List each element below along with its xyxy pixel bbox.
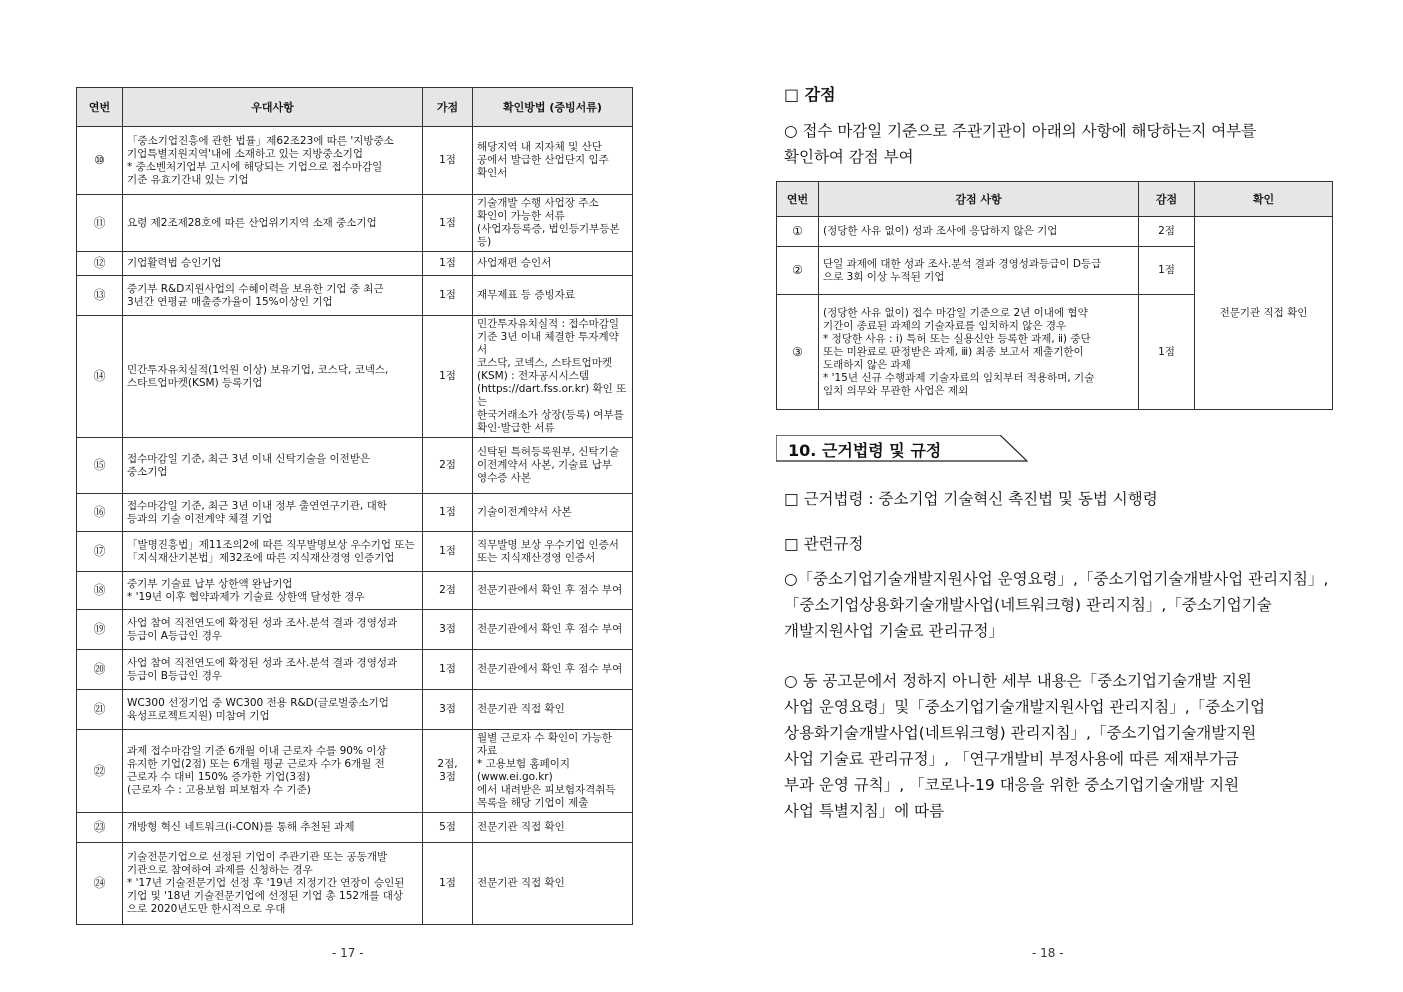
- table-row: [77, 650, 633, 690]
- section-10-header: [776, 435, 1028, 462]
- row-number: ⑰: [77, 532, 123, 572]
- related-regulations-heading: □ 관련규정: [784, 535, 864, 553]
- header-no: 연번: [777, 182, 819, 217]
- row-number: ⑬: [77, 276, 123, 316]
- section-10-title: 10. 근거법령 및 규정: [788, 441, 942, 460]
- row-verification: 사업재편 승인서: [473, 252, 633, 276]
- row-number: ⑱: [77, 572, 123, 610]
- table-row: [77, 494, 633, 532]
- row-number: ③: [777, 295, 819, 410]
- header-deduction-item: 감점 사항: [819, 182, 1139, 217]
- row-verification: 신탁된 특허등록원부, 신탁기술 이전계약서 사본, 기술료 납부 영수증 사본: [473, 438, 633, 494]
- table-row: [77, 127, 633, 195]
- row-description: 개방형 혁신 네트워크(i-CON)를 통해 추천된 과제: [123, 813, 423, 843]
- row-verification: 전문기관 직접 확인: [473, 843, 633, 925]
- page-number-right: - 18 -: [1032, 946, 1064, 960]
- header-confirm: 확인: [1195, 182, 1333, 217]
- row-description: 「중소기업진흥에 관한 법률」제62조23에 따른 '지방중소 기업특별지원지역'내에 소재하고 있는 지방중소기업 * 중소벤처기업부 고시에 해당되는 기업으로 접수마감일 기준 유효기간내 있는 기업: [123, 127, 423, 195]
- table-row: [77, 195, 633, 252]
- row-description: 요령 제2조제28호에 따른 산업위기지역 소재 중소기업: [123, 195, 423, 252]
- row-number: ㉑: [77, 690, 123, 730]
- table-row: [77, 438, 633, 494]
- row-description: (정당한 사유 없이) 성과 조사에 응답하지 않은 기업: [819, 217, 1139, 247]
- table-header-row: [777, 182, 1333, 217]
- row-points: 2점, 3점: [423, 730, 473, 813]
- row-description: 과제 접수마감일 기준 6개월 이내 근로자 수를 90% 이상 유지한 기업(2점) 또는 6개월 평균 근로자 수가 6개월 전 근로자 수 대비 150% 증가한 기업(3점) (근로자 수 : 고용보험 피보험자 수 기준): [123, 730, 423, 813]
- table-row: [77, 276, 633, 316]
- table-row: [777, 217, 1333, 247]
- row-description: 중기부 R&D지원사업의 수혜이력을 보유한 기업 중 최근 3년간 연평균 매출증가율이 15%이상인 기업: [123, 276, 423, 316]
- related-regulations-list: ○「중소기업기술개발지원사업 운영요령」,「중소기업기술개발사업 관리지침」, 「중소기업상용화기술개발사업(네트워크형) 관리지침」,「중소기업기술 개발지원사업 기술료 관리규정」: [784, 570, 1329, 640]
- table-row: [77, 532, 633, 572]
- row-number: ⑲: [77, 610, 123, 650]
- row-points: 1점: [423, 650, 473, 690]
- row-number: ㉒: [77, 730, 123, 813]
- row-points: 1점: [423, 252, 473, 276]
- row-verification: 민간투자유치실적 : 접수마감일 기준 3년 이내 체결한 투자계약서 코스닥, 코넥스, 스타트업마켓 (KSM) : 전자공시시스템 (https://dart.fss.or.kr) 확인 또는 한국거래소가 상장(등록) 여부를 확인·발급한 서류: [473, 316, 633, 438]
- row-points: 1점: [423, 843, 473, 925]
- row-verification: 전문기관에서 확인 후 점수 부여: [473, 572, 633, 610]
- row-description: (정당한 사유 없이) 접수 마감일 기준으로 2년 이내에 협약 기간이 종료된 과제의 기술자료를 임치하지 않은 경우 * 정당한 사유 : ⅰ) 특허 또는 실용신안 등록한 과제, ⅱ) 중단 또는 미완료로 판정받은 과제, ⅲ) 최종 보고서 제출기한이 도래하지 않은 과제 * '15년 신규 수행과제 기술자료의 임치부터 적용하며, 기술 임치 의무와 무관한 사업은 제외: [819, 295, 1139, 410]
- row-points: 1점: [423, 532, 473, 572]
- row-description: 접수마감일 기준, 최근 3년 이내 신탁기술을 이전받은 중소기업: [123, 438, 423, 494]
- table-row: [77, 690, 633, 730]
- row-points: 2점: [423, 572, 473, 610]
- row-verification: 전문기관 직접 확인: [473, 813, 633, 843]
- preference-table: [76, 87, 633, 925]
- row-description: 기업활력법 승인기업: [123, 252, 423, 276]
- header-preference: 우대사항: [123, 88, 423, 127]
- table-row: [77, 610, 633, 650]
- row-number: ⑫: [77, 252, 123, 276]
- row-points: 2점: [423, 438, 473, 494]
- header-verification: 확인방법 (증빙서류): [473, 88, 633, 127]
- row-description: 사업 참여 직전연도에 확정된 성과 조사.분석 결과 경영성과 등급이 A등급인 경우: [123, 610, 423, 650]
- row-points: 1점: [1139, 295, 1195, 410]
- row-points: 1점: [423, 127, 473, 195]
- table-row: [77, 572, 633, 610]
- table-row: [77, 843, 633, 925]
- row-number: ㉓: [77, 813, 123, 843]
- row-verification: 전문기관에서 확인 후 점수 부여: [473, 610, 633, 650]
- table-header-row: [77, 88, 633, 127]
- row-verification: 해당지역 내 지자체 및 산단 공에서 발급한 산업단지 입주 확인서: [473, 127, 633, 195]
- row-number: ⑮: [77, 438, 123, 494]
- row-verification: 기술개발 수행 사업장 주소 확인이 가능한 서류 (사업자등록증, 법인등기부등본 등): [473, 195, 633, 252]
- header-deduction-points: 감점: [1139, 182, 1195, 217]
- row-points: 1점: [423, 494, 473, 532]
- row-description: 사업 참여 직전연도에 확정된 성과 조사.분석 결과 경영성과 등급이 B등급인 경우: [123, 650, 423, 690]
- table-row: [77, 316, 633, 438]
- preference-table-body: [77, 127, 633, 925]
- law-basis-line: □ 근거법령 : 중소기업 기술혁신 촉진법 및 동법 시행령: [784, 490, 1158, 508]
- table-row: [77, 252, 633, 276]
- row-number: ⑯: [77, 494, 123, 532]
- row-points: 5점: [423, 813, 473, 843]
- row-number: ㉔: [77, 843, 123, 925]
- row-number: ⑩: [77, 127, 123, 195]
- row-points: 1점: [423, 195, 473, 252]
- table-row: [77, 730, 633, 813]
- row-verification: 월별 근로자 수 확인이 가능한 자료 * 고용보험 홈페이지(www.ei.go.kr) 에서 내려받은 피보험자격취득 목록을 해당 기업이 제출: [473, 730, 633, 813]
- row-verification: 재무제표 등 증빙자료: [473, 276, 633, 316]
- row-description: 접수마감일 기준, 최근 3년 이내 정부 출연연구기관, 대학 등과의 기술 이전계약 체결 기업: [123, 494, 423, 532]
- row-description: WC300 선정기업 중 WC300 전용 R&D(글로벌중소기업 육성프로젝트지원) 미참여 기업: [123, 690, 423, 730]
- row-points: 1점: [423, 276, 473, 316]
- row-description: 민간투자유치실적(1억원 이상) 보유기업, 코스닥, 코넥스, 스타트업마켓(KSM) 등록기업: [123, 316, 423, 438]
- row-points: 3점: [423, 610, 473, 650]
- deduction-heading: □ 감점: [784, 85, 836, 104]
- header-no: 연번: [77, 88, 123, 127]
- row-number: ①: [777, 217, 819, 247]
- row-description: 단일 과제에 대한 성과 조사.분석 결과 경영성과등급이 D등급 으로 3회 이상 누적된 기업: [819, 247, 1139, 295]
- row-number: ⑳: [77, 650, 123, 690]
- row-number: ⑪: [77, 195, 123, 252]
- header-points: 가점: [423, 88, 473, 127]
- detail-paragraph: ○ 동 공고문에서 정하지 아니한 세부 내용은「중소기업기술개발 지원 사업 운영요령」및「중소기업기술개발지원사업 관리지침」,「중소기업 상용화기술개발사업(네트워크형) 관리지침」,「중소기업기술개발지원 사업 기술료 관리규정」, 「연구개발비 부정사용에 따른 제재부가금 부과 운영 규칙」, 「코로나-19 대응을 위한 중소기업기술개발 지원 사업 특별지침」에 따름: [784, 672, 1266, 820]
- row-description: 기술전문기업으로 선정된 기업이 주관기관 또는 공동개발 기관으로 참여하여 과제를 신청하는 경우 * '17년 기술전문기업 선정 후 '19년 지정기간 연장이 승인된 기업 및 '18년 기술전문기업에 선정된 기업 총 152개를 대상 으로 2020년도만 한시적으로 우대: [123, 843, 423, 925]
- row-points: 2점: [1139, 217, 1195, 247]
- row-description: 중기부 기술료 납부 상한액 완납기업 * '19년 이후 협약과제가 기술료 상한액 달성한 경우: [123, 572, 423, 610]
- row-number: ②: [777, 247, 819, 295]
- row-verification: 전문기관에서 확인 후 점수 부여: [473, 650, 633, 690]
- row-verification: 직무발명 보상 우수기업 인증서 또는 지식재산경영 인증서: [473, 532, 633, 572]
- deduction-table: [776, 181, 1333, 410]
- page-number-left: - 17 -: [332, 946, 364, 960]
- row-points: 1점: [423, 316, 473, 438]
- row-verification: 기술이전계약서 사본: [473, 494, 633, 532]
- row-points: 1점: [1139, 247, 1195, 295]
- row-verification: 전문기관 직접 확인: [473, 690, 633, 730]
- row-description: 「발명진흥법」제11조의2에 따른 직무발명보상 우수기업 또는 「지식재산기본법」제32조에 따른 지식재산경영 인증기업: [123, 532, 423, 572]
- row-number: ⑭: [77, 316, 123, 438]
- table-row: [77, 813, 633, 843]
- deduction-intro: ○ 접수 마감일 기준으로 주관기관이 아래의 사항에 해당하는지 여부를 확인하여 감점 부여: [784, 122, 1257, 166]
- row-points: 3점: [423, 690, 473, 730]
- confirm-cell: 전문기관 직접 확인: [1195, 217, 1333, 410]
